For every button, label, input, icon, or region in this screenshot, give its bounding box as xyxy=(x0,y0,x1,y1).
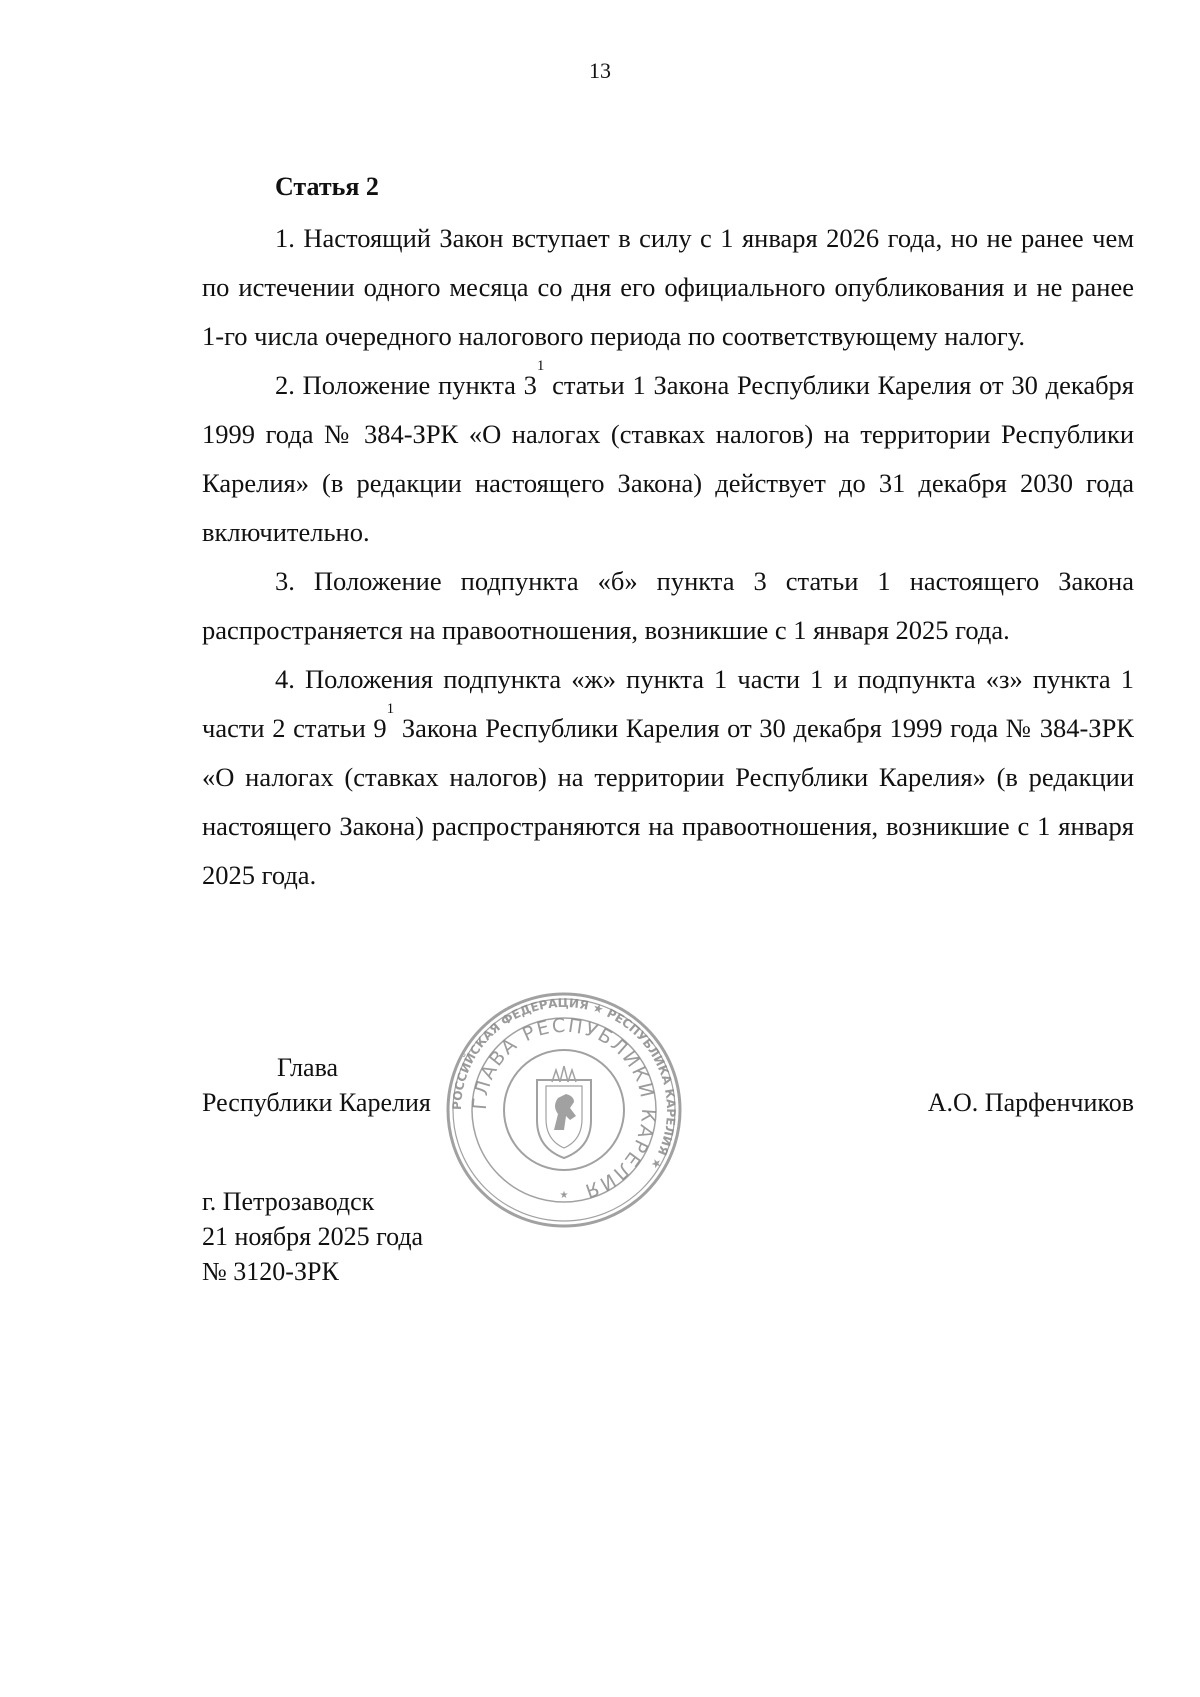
paragraph-2-text-a: 2. Положение пункта 3 xyxy=(275,370,537,400)
page-number: 13 xyxy=(589,58,611,83)
signing-date: 21 ноября 2025 года xyxy=(202,1222,424,1251)
paragraph-3-text: 3. Положение подпункта «б» пункта 3 статьи 1 настоящего Закона распространяется на правоотношения, возникшие с 1 января 2025 года. xyxy=(202,566,1134,645)
seal-outer-text: РОССИЙСКАЯ ФЕДЕРАЦИЯ ★ РЕСПУБЛИКА КАРЕЛИЯ ★ xyxy=(449,995,679,1172)
signatory-name: А.О. Парфенчиков xyxy=(927,1088,1134,1117)
paragraph-4-text-a: 4. Положения подпункта «ж» пункта 1 части 1 и подпункта «з» пункта 1 части 2 статьи 9 xyxy=(202,664,1134,743)
signing-city: г. Петрозаводск xyxy=(202,1187,375,1216)
paragraph-4-text-b: Закона Республики Карелия от 30 декабря 1999 года № 384-ЗРК «О налогах (ставках налогов) на территории Республики Карелия» (в редакции настоящего Закона) распространяются на правоотношения, возникшие с 1 января 2025 года. xyxy=(202,713,1134,890)
article-title: Статья 2 xyxy=(275,172,379,201)
coat-of-arms-bear-icon xyxy=(537,1066,591,1158)
law-number: № 3120-ЗРК xyxy=(202,1257,339,1286)
signatory-title-line1: Глава xyxy=(277,1053,339,1082)
paragraph-2 xyxy=(202,358,1134,557)
seal-star-icon: ★ xyxy=(559,1190,569,1201)
seal-inner-text: ГЛАВА РЕСПУБЛИКИ КАРЕЛИЯ xyxy=(468,1014,660,1203)
document-footer xyxy=(202,1184,423,1289)
paragraph-1 xyxy=(202,214,1134,361)
superscript: 1 xyxy=(386,701,395,717)
article-body xyxy=(202,214,1134,900)
paragraph-4 xyxy=(202,655,1134,900)
superscript: 1 xyxy=(536,358,545,374)
signatory-title-line2: Республики Карелия xyxy=(202,1088,431,1117)
official-seal xyxy=(444,990,684,1230)
paragraph-3 xyxy=(202,557,1134,655)
paragraph-2-text-b: статьи 1 Закона Республики Карелия от 30 декабря 1999 года № 384-ЗРК «О налогах (ставках налогов) на территории Республики Карелия» (в редакции настоящего Закона) действует до 31 декабря 2030 года включительно. xyxy=(202,370,1134,547)
paragraph-1-text: 1. Настоящий Закон вступает в силу с 1 января 2026 года, но не ранее чем по истечении одного месяца со дня его официального опубликования и не ранее 1-го числа очередного налогового периода по соответствующему налогу. xyxy=(202,223,1134,351)
